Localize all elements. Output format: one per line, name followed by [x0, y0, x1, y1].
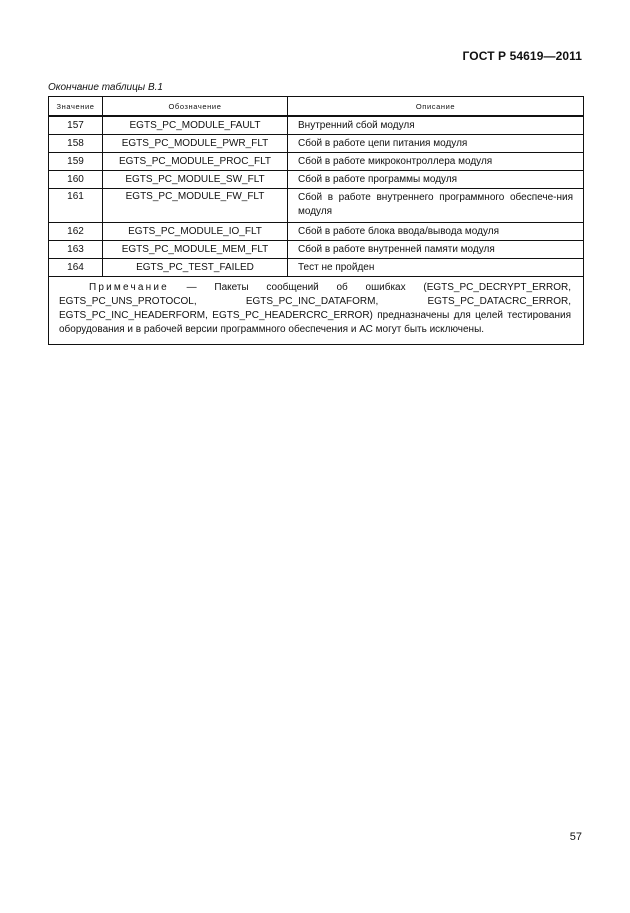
cell-value: 158 — [49, 134, 103, 152]
table-note-row — [49, 276, 584, 344]
cell-code: EGTS_PC_MODULE_FW_FLT — [103, 188, 288, 222]
column-header-value: Значение — [49, 97, 103, 117]
table-row — [49, 188, 584, 222]
table-row — [49, 152, 584, 170]
cell-value: 160 — [49, 170, 103, 188]
note-text: — Пакеты сообщений об ошибках (EGTS_PC_DECRYPT_ERROR, EGTS_PC_UNS_PROTOCOL, EGTS_PC_INC_DATAFORM, EGTS_PC_DATACRC_ERROR, EGTS_PC_INC_HEADERFORM, EGTS_PC_HEADERCRC_ERROR) предназначены для целей тестирования оборудования и в рабочей версии программного обеспечения и АС могут быть исключены. — [59, 281, 571, 335]
table-header-row — [49, 97, 584, 117]
table-note — [49, 276, 584, 344]
cell-description: Сбой в работе внутренней памяти модуля — [288, 240, 584, 258]
codes-table — [48, 96, 584, 345]
cell-code: EGTS_PC_MODULE_SW_FLT — [103, 170, 288, 188]
cell-value: 164 — [49, 258, 103, 276]
cell-value: 162 — [49, 222, 103, 240]
cell-code: EGTS_PC_MODULE_MEM_FLT — [103, 240, 288, 258]
cell-description: Сбой в работе блока ввода/вывода модуля — [288, 222, 584, 240]
table-row — [49, 116, 584, 134]
column-header-code: Обозначение — [103, 97, 288, 117]
cell-description: Сбой в работе микроконтроллера модуля — [288, 152, 584, 170]
table-row — [49, 240, 584, 258]
column-header-description: Описание — [288, 97, 584, 117]
cell-code: EGTS_PC_MODULE_FAULT — [103, 116, 288, 134]
cell-code: EGTS_PC_MODULE_PWR_FLT — [103, 134, 288, 152]
cell-description: Тест не пройден — [288, 258, 584, 276]
cell-description: Сбой в работе внутреннего программного обеспече-ния модуля — [288, 188, 584, 222]
document-code: ГОСТ Р 54619—2011 — [462, 49, 582, 63]
cell-value: 161 — [49, 188, 103, 222]
cell-code: EGTS_PC_MODULE_PROC_FLT — [103, 152, 288, 170]
cell-description: Сбой в работе программы модуля — [288, 170, 584, 188]
table-row — [49, 134, 584, 152]
cell-code: EGTS_PC_MODULE_IO_FLT — [103, 222, 288, 240]
cell-value: 157 — [49, 116, 103, 134]
table-row — [49, 170, 584, 188]
note-heading: Примечание — [89, 281, 169, 293]
table-caption: Окончание таблицы В.1 — [48, 82, 163, 93]
table-row — [49, 258, 584, 276]
cell-code: EGTS_PC_TEST_FAILED — [103, 258, 288, 276]
cell-value: 159 — [49, 152, 103, 170]
cell-value: 163 — [49, 240, 103, 258]
table-row — [49, 222, 584, 240]
cell-description: Сбой в работе цепи питания модуля — [288, 134, 584, 152]
cell-description: Внутренний сбой модуля — [288, 116, 584, 134]
page-number: 57 — [569, 831, 582, 843]
